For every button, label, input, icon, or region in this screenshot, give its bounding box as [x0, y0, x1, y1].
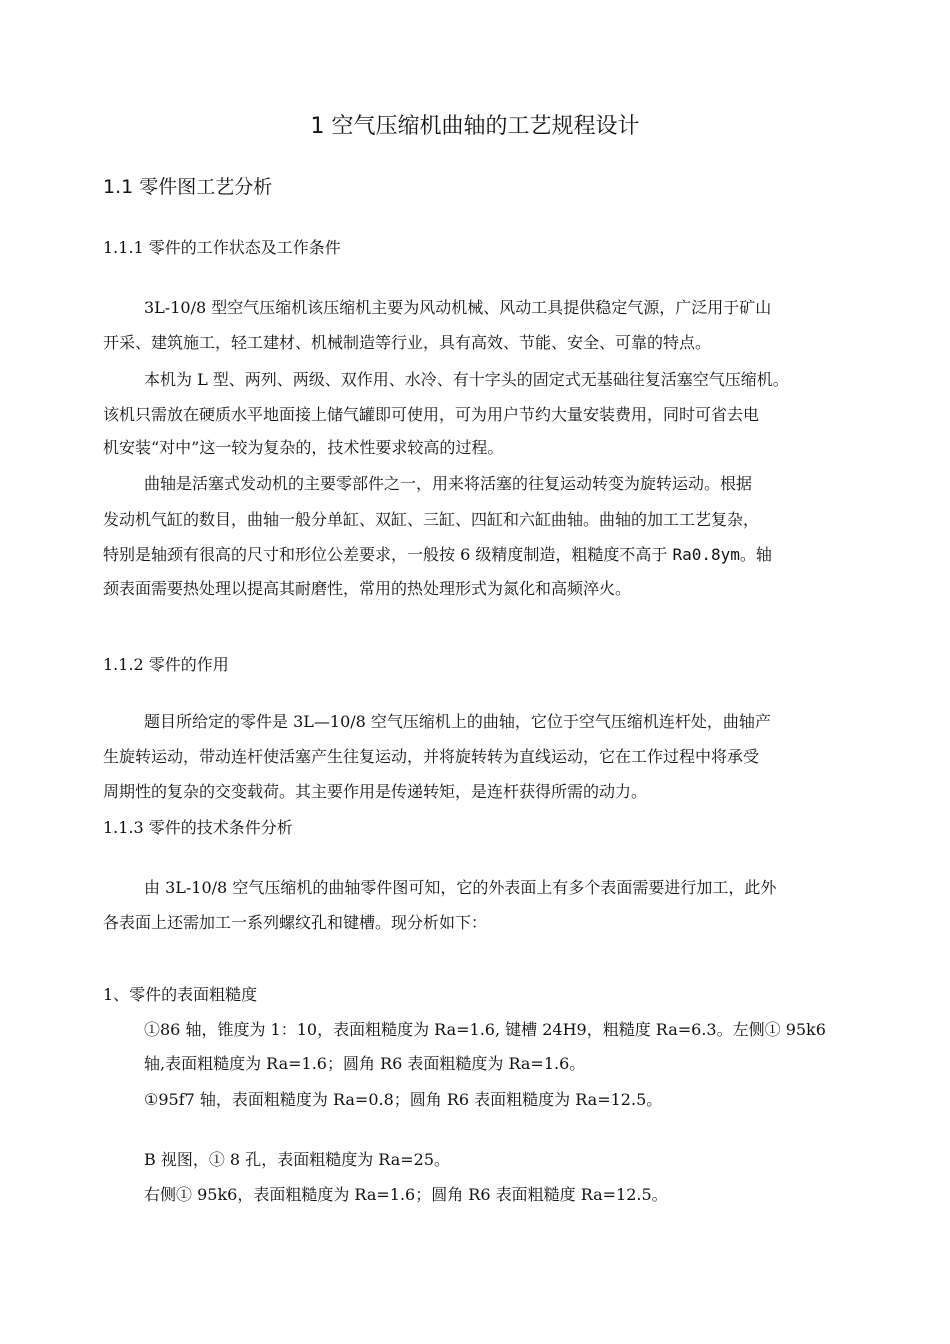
paragraph-1-line-1: 3L-10/8 型空气压缩机该压缩机主要为风动机械、风动工具提供稳定气源，广泛用于矿山: [144, 298, 772, 317]
paragraph-3-line-3-tail: 。轴: [739, 545, 772, 564]
paragraph-4-line-2: 生旋转运动，带动连杆使活塞产生往复运动，并将旋转转为直线运动，它在工作过程中将承受: [103, 747, 760, 766]
document-title: 1 空气压缩机曲轴的工艺规程设计: [310, 114, 640, 139]
paragraph-2-line-2: 该机只需放在硬质水平地面接上储气罐即可使用，可为用户节约大量安装费用，同时可省去电: [103, 405, 760, 424]
roughness-value: Ra0.8ym: [672, 545, 740, 564]
roughness-line-4: B 视图，① 8 孔，表面粗糙度为 Ra=25。: [144, 1150, 451, 1169]
subsection-heading-1-1-3: 1.1.3 零件的技术条件分析: [103, 818, 293, 837]
paragraph-3-line-3-text: 特别是轴颈有很高的尺寸和形位公差要求，一般按 6 级精度制造，粗糙度不高于: [103, 545, 673, 564]
paragraph-4-line-3: 周期性的复杂的交变载荷。其主要作用是传递转矩，是连杆获得所需的动力。: [103, 782, 648, 801]
paragraph-4-line-1: 题目所给定的零件是 3L—10/8 空气压缩机上的曲轴，它位于空气压缩机连杆处，曲轴产: [144, 712, 771, 731]
surface-roughness-heading: 1、零件的表面粗糙度: [103, 985, 258, 1004]
subsection-heading-1-1-1: 1.1.1 零件的工作状态及工作条件: [103, 238, 341, 257]
paragraph-3-line-1: 曲轴是活塞式发动机的主要零部件之一，用来将活塞的往复运动转变为旋转运动。根据: [144, 474, 753, 493]
roughness-line-3: ①95f7 轴，表面粗糙度为 Ra=0.8；圆角 R6 表面粗糙度为 Ra=12.5。: [144, 1090, 663, 1109]
paragraph-2-line-3: 机安装“对中”这一较为复杂的，技术性要求较高的过程。: [103, 438, 504, 457]
paragraph-3-line-4: 颈表面需要热处理以提高其耐磨性，常用的热处理形式为氮化和高频淬火。: [103, 579, 632, 598]
subsection-heading-1-1-2: 1.1.2 零件的作用: [103, 655, 229, 674]
paragraph-1-line-2: 开采、建筑施工，轻工建材、机械制造等行业，具有高效、节能、安全、可靠的特点。: [103, 333, 712, 352]
section-heading-1-1: 1.1 零件图工艺分析: [103, 176, 273, 198]
roughness-line-2: 轴,表面粗糙度为 Ra=1.6；圆角 R6 表面粗糙度为 Ra=1.6。: [144, 1054, 586, 1073]
paragraph-5-line-1: 由 3L-10/8 空气压缩机的曲轴零件图可知，它的外表面上有多个表面需要进行加工，此外: [144, 878, 777, 897]
paragraph-3-line-2: 发动机气缸的数目，曲轴一般分单缸、双缸、三缸、四缸和六缸曲轴。曲轴的加工工艺复杂，: [103, 510, 760, 529]
paragraph-5-line-2: 各表面上还需加工一系列螺纹孔和键槽。现分析如下：: [103, 913, 488, 932]
roughness-line-5: 右侧① 95k6，表面粗糙度为 Ra=1.6；圆角 R6 表面粗糙度 Ra=12.5。: [144, 1185, 668, 1204]
paragraph-2-line-1: 本机为 L 型、两列、两级、双作用、水冷、有十字头的固定式无基础往复活塞空气压缩机。: [144, 370, 789, 389]
paragraph-3-line-3: [103, 542, 772, 568]
roughness-line-1: ①86 轴，锥度为 1：10，表面粗糙度为 Ra=1.6, 键槽 24H9，粗糙度 Ra=6.3。左侧① 95k6: [144, 1020, 826, 1039]
